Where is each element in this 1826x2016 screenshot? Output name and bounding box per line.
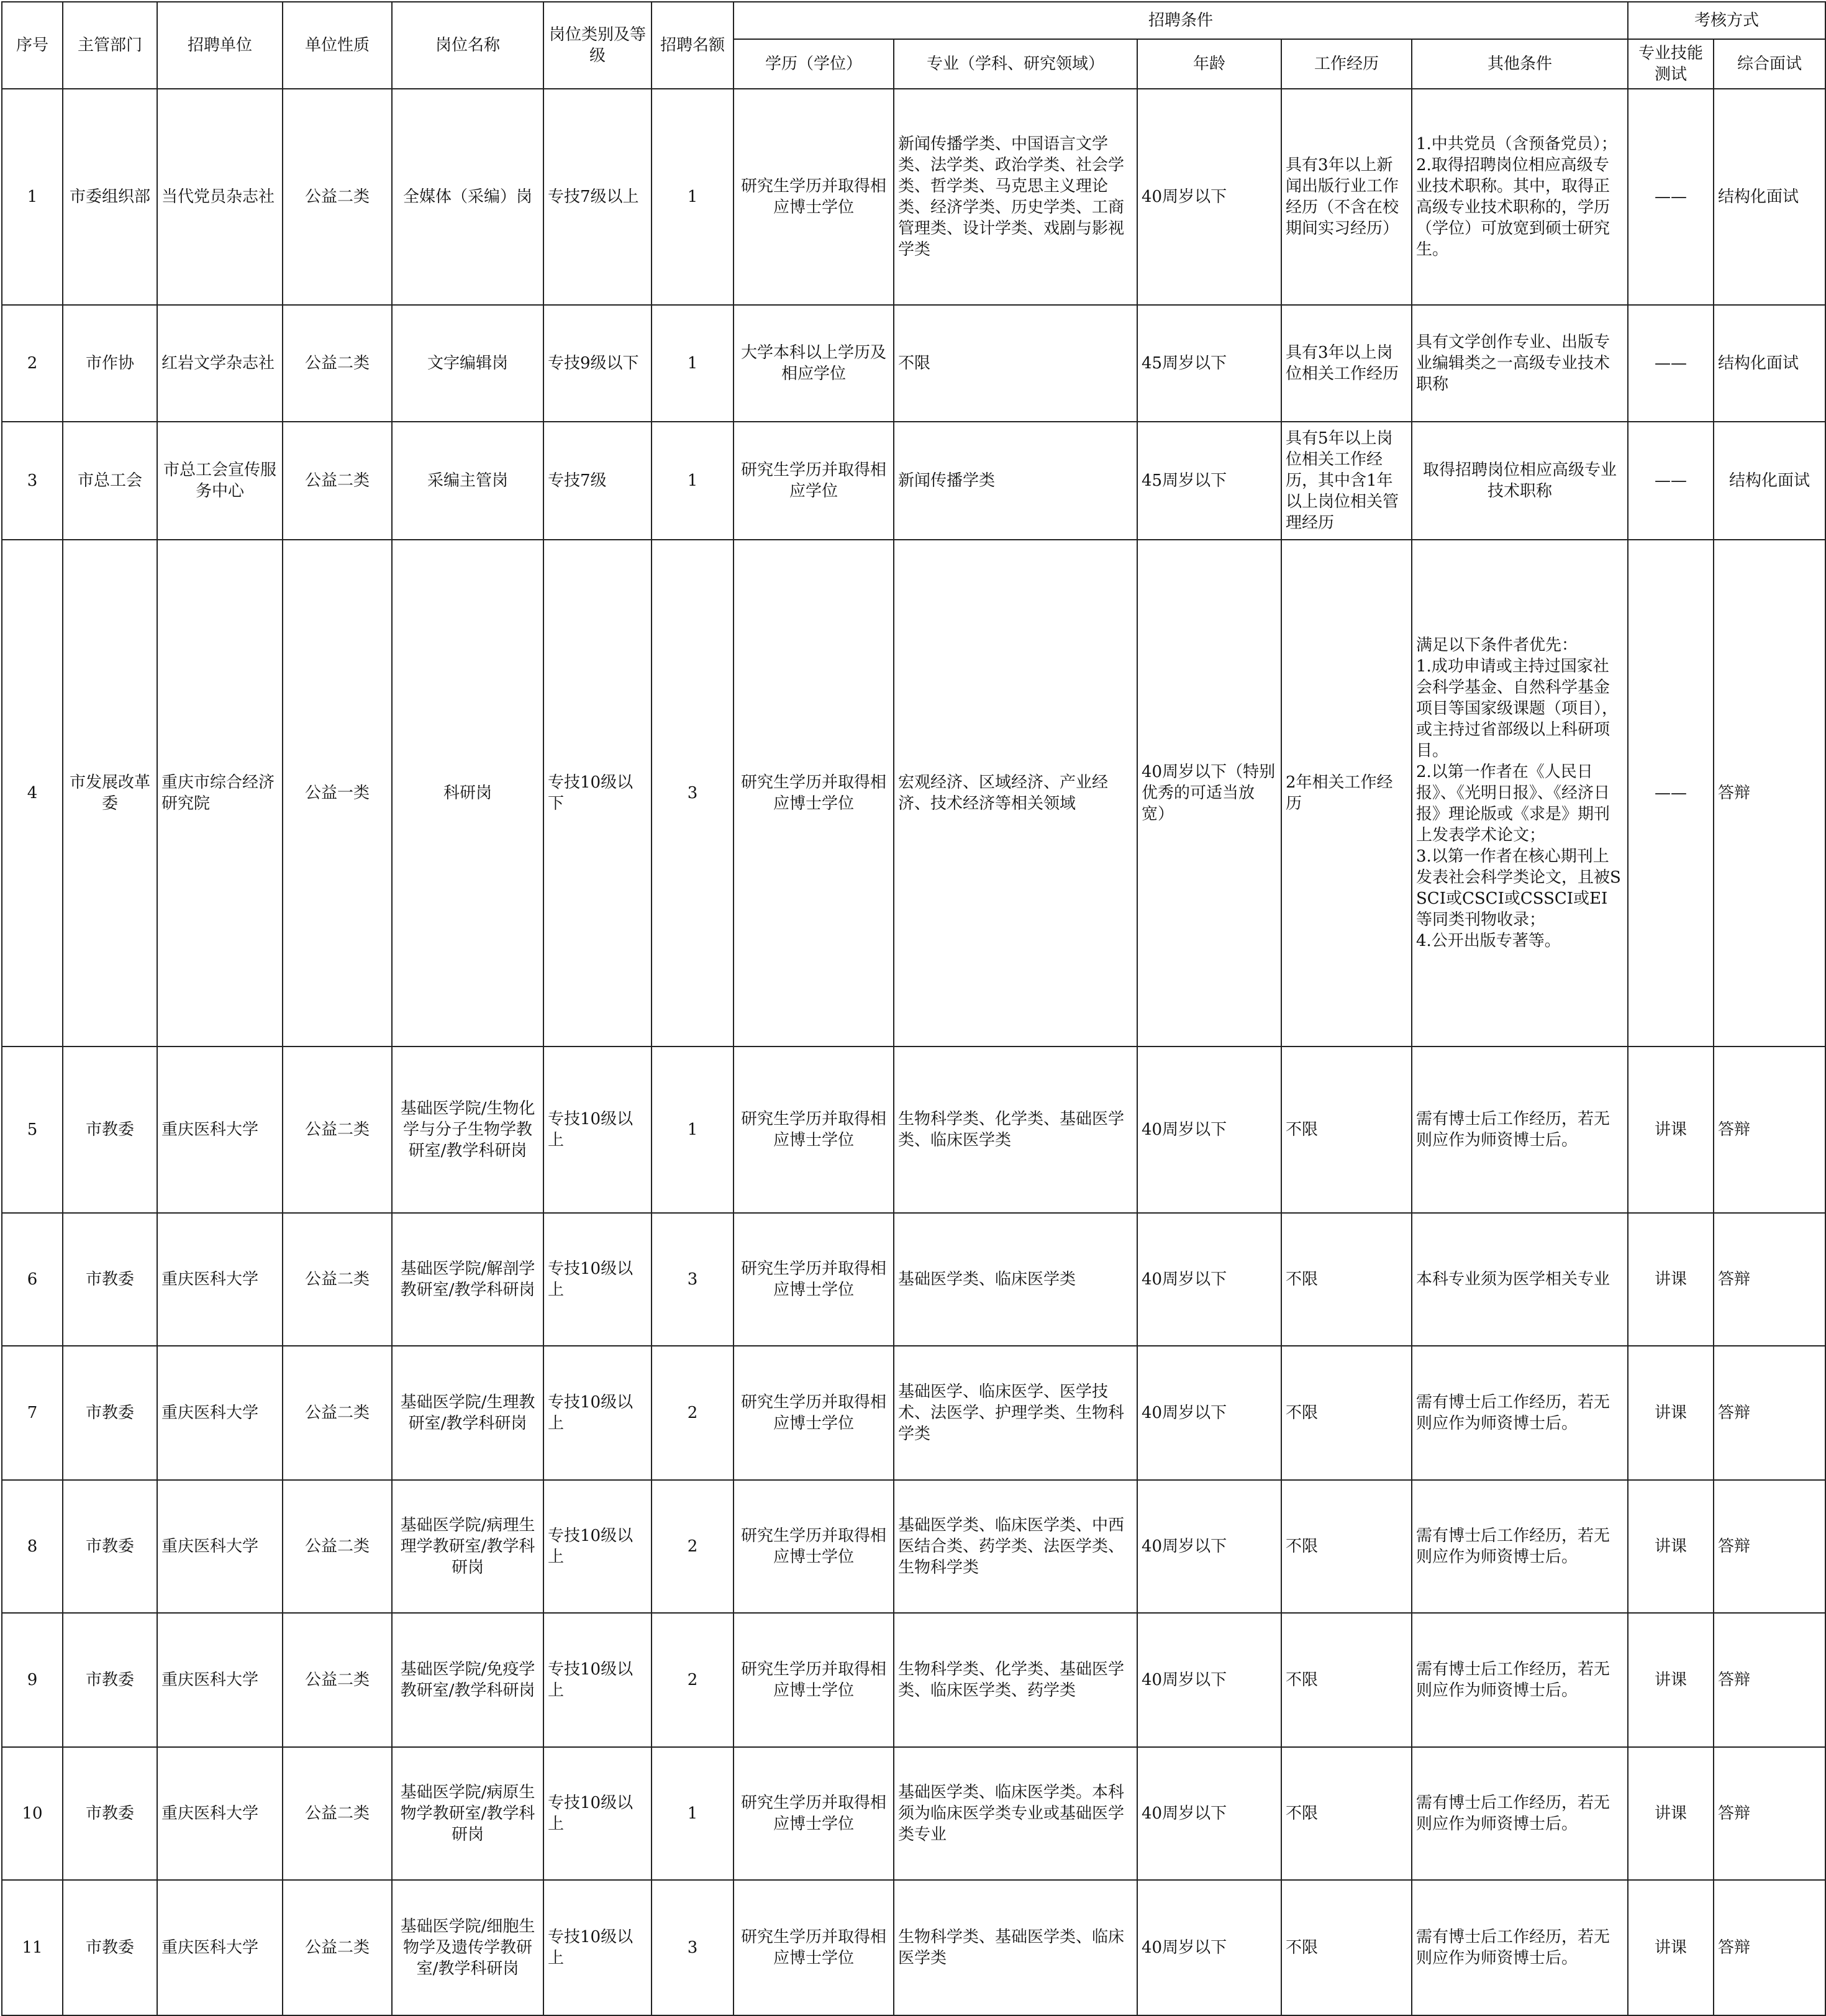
header-dept: 主管部门 (63, 2, 157, 89)
cell-major: 基础医学类、临床医学类、中西医结合类、药学类、法医学类、生物科学类 (894, 1480, 1137, 1613)
cell-age: 40周岁以下（特别优秀的可适当放宽） (1137, 540, 1281, 1047)
cell-education: 研究生学历并取得相应博士学位 (734, 1480, 894, 1613)
cell-seq: 1 (2, 89, 63, 305)
cell-unit: 重庆医科大学 (157, 1346, 283, 1480)
table-row (2, 1613, 1825, 1747)
table-row (2, 540, 1825, 1047)
cell-interview: 答辩 (1714, 1213, 1825, 1346)
cell-category: 专技10级以上 (543, 1346, 652, 1480)
cell-category: 专技10级以上 (543, 1480, 652, 1613)
cell-experience: 不限 (1281, 1747, 1412, 1880)
cell-post: 基础医学院/生理教研室/教学科研岗 (392, 1346, 543, 1480)
cell-education: 研究生学历并取得相应博士学位 (734, 1747, 894, 1880)
cell-interview: 答辩 (1714, 1346, 1825, 1480)
cell-post: 基础医学院/生物化学与分子生物学教研室/教学科研岗 (392, 1047, 543, 1213)
cell-education: 大学本科以上学历及相应学位 (734, 305, 894, 422)
cell-dept: 市教委 (63, 1480, 157, 1613)
cell-dept: 市作协 (63, 305, 157, 422)
cell-unit: 重庆医科大学 (157, 1613, 283, 1747)
cell-experience: 不限 (1281, 1613, 1412, 1747)
cell-other: 需有博士后工作经历，若无则应作为师资博士后。 (1412, 1880, 1628, 2015)
cell-major: 基础医学、临床医学、医学技术、法医学、护理学类、生物科学类 (894, 1346, 1137, 1480)
cell-post: 基础医学院/解剖学教研室/教学科研岗 (392, 1213, 543, 1346)
header-quota: 招聘名额 (652, 2, 734, 89)
cell-nature: 公益二类 (283, 1346, 392, 1480)
cell-dept: 市发展改革委 (63, 540, 157, 1047)
cell-experience: 不限 (1281, 1880, 1412, 2015)
cell-quota: 1 (652, 305, 734, 422)
cell-quota: 3 (652, 1880, 734, 2015)
cell-other: 需有博士后工作经历，若无则应作为师资博士后。 (1412, 1346, 1628, 1480)
cell-post: 科研岗 (392, 540, 543, 1047)
cell-post: 全媒体（采编）岗 (392, 89, 543, 305)
table-row (2, 1346, 1825, 1480)
cell-experience: 具有3年以上新闻出版行业工作经历（不含在校期间实习经历） (1281, 89, 1412, 305)
cell-category: 专技7级 (543, 422, 652, 540)
cell-experience: 不限 (1281, 1346, 1412, 1480)
cell-skill-test: 讲课 (1628, 1047, 1714, 1213)
cell-age: 40周岁以下 (1137, 1346, 1281, 1480)
cell-major: 基础医学类、临床医学类 (894, 1213, 1137, 1346)
cell-category: 专技7级以上 (543, 89, 652, 305)
cell-education: 研究生学历并取得相应博士学位 (734, 540, 894, 1047)
cell-skill-test: —— (1628, 422, 1714, 540)
cell-quota: 2 (652, 1480, 734, 1613)
cell-category: 专技10级以上 (543, 1880, 652, 2015)
cell-other: 需有博士后工作经历，若无则应作为师资博士后。 (1412, 1613, 1628, 1747)
cell-other: 1.中共党员（含预备党员）； 2.取得招聘岗位相应高级专业技术职称。其中，取得正高级专业技术职称的，学历（学位）可放宽到硕士研究生。 (1412, 89, 1628, 305)
cell-education: 研究生学历并取得相应博士学位 (734, 1346, 894, 1480)
header-assessment: 考核方式 (1628, 2, 1825, 39)
cell-age: 45周岁以下 (1137, 305, 1281, 422)
cell-education: 研究生学历并取得相应博士学位 (734, 1047, 894, 1213)
cell-skill-test: —— (1628, 305, 1714, 422)
cell-other: 需有博士后工作经历，若无则应作为师资博士后。 (1412, 1480, 1628, 1613)
cell-seq: 5 (2, 1047, 63, 1213)
cell-major: 生物科学类、基础医学类、临床医学类 (894, 1880, 1137, 2015)
cell-skill-test: 讲课 (1628, 1747, 1714, 1880)
cell-category: 专技10级以上 (543, 1213, 652, 1346)
cell-age: 40周岁以下 (1137, 1213, 1281, 1346)
cell-quota: 2 (652, 1346, 734, 1480)
cell-quota: 1 (652, 422, 734, 540)
cell-dept: 市总工会 (63, 422, 157, 540)
cell-unit: 重庆医科大学 (157, 1047, 283, 1213)
cell-skill-test: 讲课 (1628, 1346, 1714, 1480)
cell-category: 专技10级以下 (543, 540, 652, 1047)
cell-unit: 重庆医科大学 (157, 1480, 283, 1613)
cell-seq: 9 (2, 1613, 63, 1747)
cell-major: 新闻传播学类、中国语言文学类、法学类、政治学类、社会学类、哲学类、马克思主义理论类、经济学类、历史学类、工商管理类、设计学类、戏剧与影视学类 (894, 89, 1137, 305)
cell-category: 专技9级以下 (543, 305, 652, 422)
cell-interview: 答辩 (1714, 540, 1825, 1047)
header-nature: 单位性质 (283, 2, 392, 89)
cell-experience: 不限 (1281, 1480, 1412, 1613)
cell-post: 文字编辑岗 (392, 305, 543, 422)
header-seq: 序号 (2, 2, 63, 89)
cell-experience: 具有5年以上岗位相关工作经历，其中含1年以上岗位相关管理经历 (1281, 422, 1412, 540)
table-row (2, 422, 1825, 540)
cell-dept: 市教委 (63, 1047, 157, 1213)
table-row (2, 89, 1825, 305)
header-education: 学历（学位） (734, 39, 894, 89)
cell-nature: 公益一类 (283, 540, 392, 1047)
cell-post: 基础医学院/细胞生物学及遗传学教研室/教学科研岗 (392, 1880, 543, 2015)
cell-quota: 1 (652, 89, 734, 305)
header-conditions: 招聘条件 (734, 2, 1628, 39)
cell-nature: 公益二类 (283, 1213, 392, 1346)
cell-unit: 重庆市综合经济研究院 (157, 540, 283, 1047)
cell-interview: 结构化面试 (1714, 89, 1825, 305)
cell-skill-test: 讲课 (1628, 1880, 1714, 2015)
cell-nature: 公益二类 (283, 305, 392, 422)
cell-seq: 3 (2, 422, 63, 540)
cell-unit: 当代党员杂志社 (157, 89, 283, 305)
table-row (2, 1880, 1825, 2015)
cell-seq: 8 (2, 1480, 63, 1613)
cell-dept: 市教委 (63, 1213, 157, 1346)
cell-age: 40周岁以下 (1137, 1480, 1281, 1613)
cell-education: 研究生学历并取得相应博士学位 (734, 1880, 894, 2015)
cell-other: 需有博士后工作经历，若无则应作为师资博士后。 (1412, 1047, 1628, 1213)
cell-quota: 1 (652, 1747, 734, 1880)
cell-skill-test: —— (1628, 89, 1714, 305)
cell-seq: 6 (2, 1213, 63, 1346)
cell-other: 需有博士后工作经历，若无则应作为师资博士后。 (1412, 1747, 1628, 1880)
cell-nature: 公益二类 (283, 1613, 392, 1747)
cell-seq: 4 (2, 540, 63, 1047)
cell-quota: 1 (652, 1047, 734, 1213)
cell-interview: 结构化面试 (1714, 422, 1825, 540)
cell-interview: 答辩 (1714, 1613, 1825, 1747)
cell-seq: 7 (2, 1346, 63, 1480)
cell-other: 满足以下条件者优先： 1.成功申请或主持过国家社会科学基金、自然科学基金项目等国家级课题（项目），或主持过省部级以上科研项目。 2.以第一作者在《人民日报》、《光明日报》、《经济日报》理论版或《求是》期刊上发表学术论文； 3.以第一作者在核心期刊上发表社会科学类论文，且被SSCI或CSCI或CSSCI或EI等同类刊物收录； 4.公开出版专著等。 (1412, 540, 1628, 1047)
table-row (2, 305, 1825, 422)
cell-seq: 2 (2, 305, 63, 422)
cell-nature: 公益二类 (283, 1480, 392, 1613)
cell-dept: 市教委 (63, 1880, 157, 2015)
cell-unit: 重庆医科大学 (157, 1747, 283, 1880)
cell-experience: 具有3年以上岗位相关工作经历 (1281, 305, 1412, 422)
cell-other: 本科专业须为医学相关专业 (1412, 1213, 1628, 1346)
header-major: 专业（学科、研究领域） (894, 39, 1137, 89)
cell-age: 40周岁以下 (1137, 1613, 1281, 1747)
cell-post: 基础医学院/病原生物学教研室/教学科研岗 (392, 1747, 543, 1880)
cell-interview: 答辩 (1714, 1880, 1825, 2015)
cell-major: 宏观经济、区域经济、产业经济、技术经济等相关领域 (894, 540, 1137, 1047)
cell-dept: 市教委 (63, 1747, 157, 1880)
recruitment-table (1, 1, 1826, 2016)
cell-major: 基础医学类、临床医学类。本科须为临床医学类专业或基础医学类专业 (894, 1747, 1137, 1880)
cell-interview: 结构化面试 (1714, 305, 1825, 422)
cell-education: 研究生学历并取得相应学位 (734, 422, 894, 540)
cell-seq: 10 (2, 1747, 63, 1880)
cell-seq: 11 (2, 1880, 63, 2015)
cell-major: 新闻传播学类 (894, 422, 1137, 540)
cell-age: 45周岁以下 (1137, 422, 1281, 540)
cell-education: 研究生学历并取得相应博士学位 (734, 1213, 894, 1346)
cell-skill-test: —— (1628, 540, 1714, 1047)
header-other: 其他条件 (1412, 39, 1628, 89)
cell-major: 不限 (894, 305, 1137, 422)
cell-experience: 不限 (1281, 1213, 1412, 1346)
cell-dept: 市委组织部 (63, 89, 157, 305)
cell-age: 40周岁以下 (1137, 1047, 1281, 1213)
cell-major: 生物科学类、化学类、基础医学类、临床医学类 (894, 1047, 1137, 1213)
cell-nature: 公益二类 (283, 89, 392, 305)
cell-nature: 公益二类 (283, 1047, 392, 1213)
header-category: 岗位类别及等级 (543, 2, 652, 89)
cell-education: 研究生学历并取得相应博士学位 (734, 1613, 894, 1747)
cell-unit: 市总工会宣传服务中心 (157, 422, 283, 540)
cell-nature: 公益二类 (283, 422, 392, 540)
cell-dept: 市教委 (63, 1613, 157, 1747)
cell-unit: 重庆医科大学 (157, 1213, 283, 1346)
cell-post: 基础医学院/病理生理学教研室/教学科研岗 (392, 1480, 543, 1613)
cell-post: 采编主管岗 (392, 422, 543, 540)
cell-skill-test: 讲课 (1628, 1213, 1714, 1346)
cell-other: 具有文学创作专业、出版专业编辑类之一高级专业技术职称 (1412, 305, 1628, 422)
cell-nature: 公益二类 (283, 1747, 392, 1880)
cell-interview: 答辩 (1714, 1480, 1825, 1613)
cell-education: 研究生学历并取得相应博士学位 (734, 89, 894, 305)
cell-age: 40周岁以下 (1137, 1880, 1281, 2015)
cell-interview: 答辩 (1714, 1047, 1825, 1213)
cell-major: 生物科学类、化学类、基础医学类、临床医学类、药学类 (894, 1613, 1137, 1747)
cell-age: 40周岁以下 (1137, 89, 1281, 305)
cell-dept: 市教委 (63, 1346, 157, 1480)
cell-skill-test: 讲课 (1628, 1480, 1714, 1613)
cell-post: 基础医学院/免疫学教研室/教学科研岗 (392, 1613, 543, 1747)
cell-other: 取得招聘岗位相应高级专业技术职称 (1412, 422, 1628, 540)
cell-experience: 2年相关工作经历 (1281, 540, 1412, 1047)
header-interview: 综合面试 (1714, 39, 1825, 89)
table-row (2, 1747, 1825, 1880)
cell-interview: 答辩 (1714, 1747, 1825, 1880)
cell-skill-test: 讲课 (1628, 1613, 1714, 1747)
cell-age: 40周岁以下 (1137, 1747, 1281, 1880)
header-post: 岗位名称 (392, 2, 543, 89)
table-row (2, 1480, 1825, 1613)
header-age: 年龄 (1137, 39, 1281, 89)
cell-unit: 红岩文学杂志社 (157, 305, 283, 422)
table-row (2, 1213, 1825, 1346)
header-experience: 工作经历 (1281, 39, 1412, 89)
cell-category: 专技10级以上 (543, 1047, 652, 1213)
cell-quota: 2 (652, 1613, 734, 1747)
cell-category: 专技10级以上 (543, 1747, 652, 1880)
cell-experience: 不限 (1281, 1047, 1412, 1213)
cell-nature: 公益二类 (283, 1880, 392, 2015)
header-skill-test: 专业技能测试 (1628, 39, 1714, 89)
cell-quota: 3 (652, 1213, 734, 1346)
header-unit: 招聘单位 (157, 2, 283, 89)
cell-unit: 重庆医科大学 (157, 1880, 283, 2015)
table-row (2, 1047, 1825, 1213)
cell-quota: 3 (652, 540, 734, 1047)
cell-category: 专技10级以上 (543, 1613, 652, 1747)
